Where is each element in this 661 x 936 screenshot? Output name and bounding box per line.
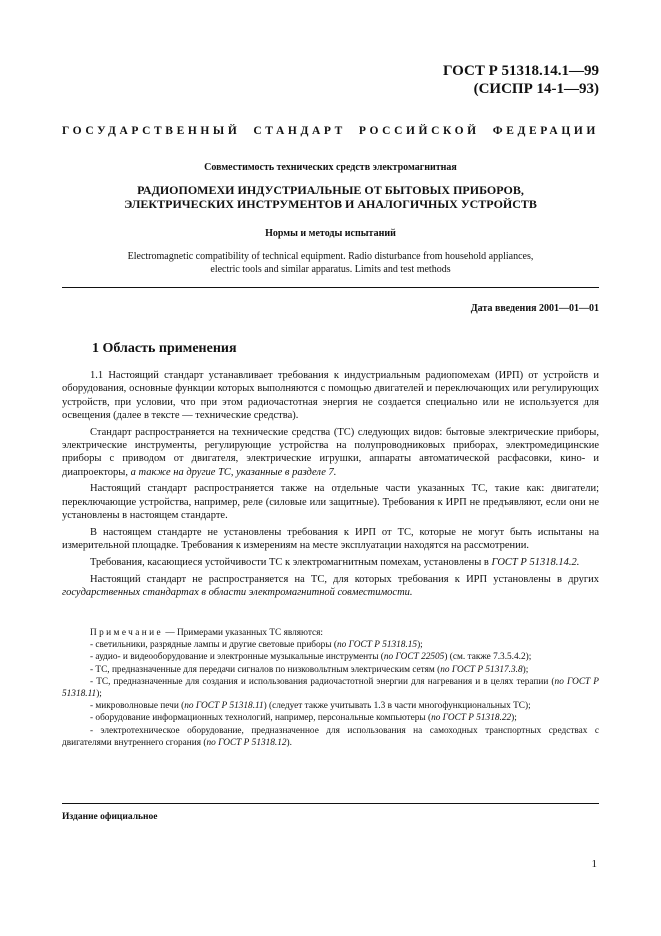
note-item-text: - ТС, предназначенные для создания и использования радиочастотной энергии для нагревания и в целях терапии ( [90,676,555,687]
state-standard-word: ГОСУДАРСТВЕННЫЙ [62,125,241,137]
state-standard-word: ФЕДЕРАЦИИ [492,125,599,137]
paragraph-text: Настоящий стандарт не распространяется на ТС, для которых требования к ИРП установлены в других [90,573,599,585]
gost-code [443,62,599,98]
gost-code-line2: (СИСПР 14-1—93) [473,81,599,97]
note-item-text: ); [96,689,102,700]
standard-reference: ГОСТ Р 51318.14.2. [491,556,580,568]
note-item-text: ); [511,713,517,724]
paragraph-text: Требования, касающиеся устойчивости ТС к электромагнитным помехам, установлены в [90,556,492,568]
paragraph: 1.1 Настоящий стандарт устанавливает требования к индустриальным радиопомехам (ИРП) от устройств и оборудования, основные функции которых выполняются с помощью двигателей и переключающих или регулирующих устройств, при условии, что при этом радиочастотная энергия не создается специально или не используется для освещения (далее в тексте — технические средства). [62,370,599,421]
note-item-text: - электротехническое оборудование, предназначенное для использования на самоходных транспортных средствах с двигателями внутреннего сгорания ( [62,725,599,748]
note-item-text: - аудио- и видеооборудование и электронные музыкальные инструменты ( [90,652,384,663]
edition-label: Издание официальное [62,812,158,822]
page-number: 1 [591,858,597,870]
standard-reference: по ГОСТ Р 51318.11 [184,701,264,712]
paragraph-emphasis: а также на другие ТС, указанные в разделе 7. [130,466,337,478]
header-divider [62,287,599,288]
standard-reference: по ГОСТ Р 51318.12 [206,737,287,748]
english-title [62,250,599,276]
paragraph [62,556,599,569]
state-standard-word: РОССИЙСКОЙ [358,125,480,137]
standard-reference: по ГОСТ Р 51317.3.8 [440,664,523,675]
standard-reference: по ГОСТ Р 51318.15 [337,640,418,651]
paragraph: В настоящем стандарте не установлены требования к ИРП от ТС, которые не могут быть испытаны на измерительной площадке. Требования к измерениям на месте эксплуатации находятся на рассмотрении. [62,526,599,552]
introduction-date: Дата введения 2001—01—01 [470,303,599,314]
gost-code-line1: ГОСТ Р 51318.14.1—99 [442,63,599,79]
document-subtitle: Нормы и методы испытаний [265,228,396,239]
note-item [62,651,599,663]
note-item-text: - светильники, разрядные лампы и другие световые приборы ( [90,640,337,651]
section-title: 1 Область применения [92,341,237,356]
note-item-text: - микроволновые печи ( [90,701,185,712]
paragraph [62,426,599,479]
note-item-text: ); [522,664,529,675]
state-standard-word: СТАНДАРТ [253,125,346,137]
note-item-text: - оборудование информационных технологий, например, персональные компьютеры ( [90,713,432,724]
english-title-line2: electric tools and similar apparatus. Limits and test methods [210,264,451,275]
paragraph: Настоящий стандарт распространяется также на отдельные части указанных ТС, такие как: двигатели; переключающие устройства, например, реле (силовые или защитные). Требования к ИРП не предъявляют, если они не установлены в настоящем стандарте. [62,483,599,521]
note-block [62,627,599,749]
note-item [62,700,599,712]
note-intro: — Примерами указанных ТС являются: [163,628,324,638]
note-item [62,712,599,724]
paragraph-emphasis: государственных стандартах в области электромагнитной совместимости. [62,586,413,598]
note-label: Примечание [90,628,163,638]
document-title-line2: ЭЛЕКТРИЧЕСКИХ ИНСТРУМЕНТОВ И АНАЛОГИЧНЫХ УСТРОЙСТВ [124,197,537,211]
note-item-text: ); [417,640,423,651]
note-item [62,664,599,676]
note-item-text: - ТС, предназначенные для передачи сигналов по низковольтным электрическим сетям ( [90,664,441,675]
note-item-text: ) (см. также 7.3.5.4.2); [444,652,532,663]
document-title-line1: РАДИОПОМЕХИ ИНДУСТРИАЛЬНЫЕ ОТ БЫТОВЫХ ПРИБОРОВ, [137,183,524,197]
footer-divider [62,803,599,804]
note-item [62,639,599,651]
note-item [62,725,599,749]
standard-reference: по ГОСТ Р 51318.11 [62,676,599,700]
standard-reference: по ГОСТ 22505 [383,652,445,663]
compatibility-title: Совместимость технических средств электромагнитная [204,162,457,173]
note-header [62,627,599,639]
english-title-line1: Electromagnetic compatibility of technical equipment. Radio disturbance from household appliances, [127,251,534,262]
state-standard-heading [62,125,599,137]
note-item [62,676,599,700]
paragraph-text: Стандарт распространяется на технические средства (ТС) следующих видов: бытовые электрические приборы, электрические инструменты, регулирующие устройства на полупроводниковых приборах, электромедицинские приборы с приводом от двигателя, электрические игрушки, аппараты автоматической расфасовки, кино- и диапроекторы, [62,426,599,478]
document-title [62,183,599,211]
paragraph [62,573,599,600]
standard-reference: по ГОСТ Р 51318.22 [431,713,512,724]
note-item-text: ) (следует также учитывать 1.3 в части многофункциональных ТС); [263,701,531,712]
body-text [62,369,599,603]
note-item-text: ). [286,737,292,748]
